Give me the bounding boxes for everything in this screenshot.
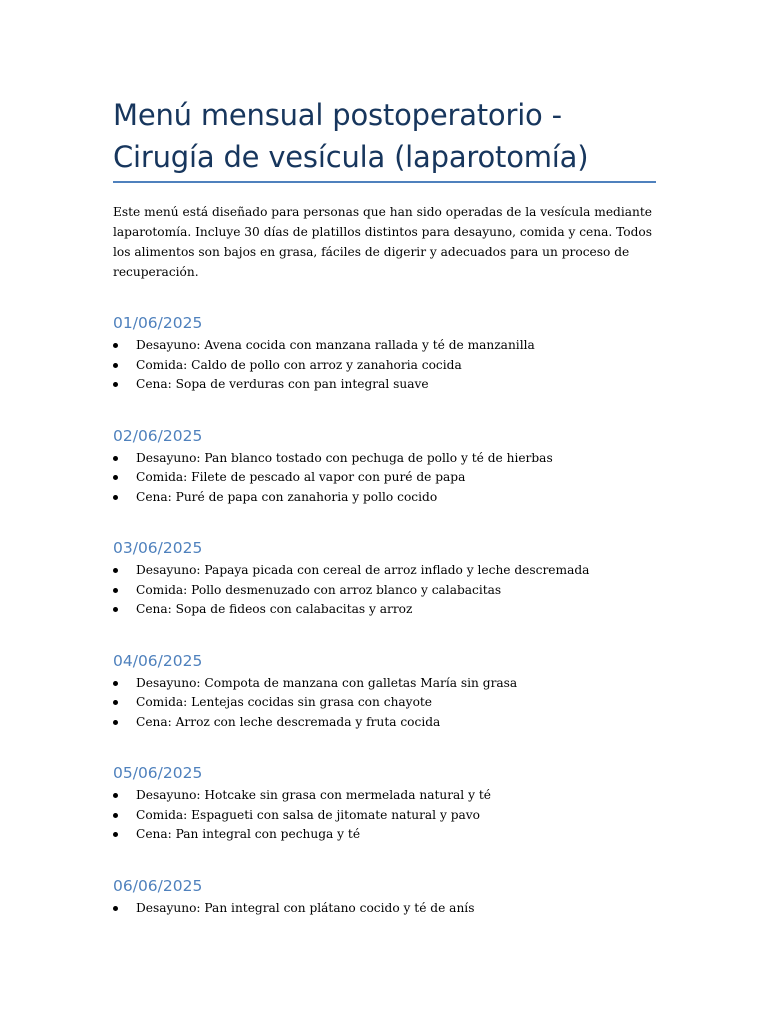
meal-text: Desayuno: Avena cocida con manzana rallada y té de manzanilla	[136, 338, 535, 352]
meal-text: Comida: Espagueti con salsa de jitomate natural y pavo	[136, 807, 480, 822]
meal-text: Desayuno: Compota de manzana con galletas María sin grasa	[136, 675, 518, 690]
meal-text: Comida: Caldo de pollo con arroz y zanahoria cocida	[136, 357, 462, 372]
meal-text: Cena: Sopa de verduras con pan integral suave	[136, 377, 429, 391]
meal-item	[113, 561, 656, 581]
bullet-icon	[113, 382, 118, 387]
meal-list	[113, 449, 656, 508]
day-date-heading: 04/06/2025	[113, 651, 203, 670]
bullet-icon	[113, 475, 118, 480]
day-date-heading: 03/06/2025	[113, 539, 203, 557]
meal-text: Desayuno: Pan blanco tostado con pechuga de pollo y té de hierbas	[136, 450, 553, 465]
bullet-icon	[113, 681, 118, 686]
meal-item	[113, 488, 656, 508]
meal-list	[113, 336, 656, 395]
meal-list	[113, 786, 656, 845]
bullet-icon	[113, 720, 118, 725]
meal-item	[113, 468, 656, 488]
meal-list	[113, 674, 656, 733]
meal-text: Cena: Puré de papa con zanahoria y pollo cocido	[136, 489, 438, 504]
meal-item	[113, 713, 656, 733]
bullet-icon	[113, 700, 118, 705]
title-divider	[113, 181, 656, 183]
meal-list	[113, 899, 656, 919]
meal-item	[113, 356, 656, 376]
bullet-icon	[113, 495, 118, 500]
day-date-heading: 05/06/2025	[113, 764, 203, 782]
meal-item	[113, 825, 656, 845]
day-date-heading: 06/06/2025	[113, 876, 203, 895]
day-date-heading: 02/06/2025	[113, 426, 203, 445]
bullet-icon	[113, 793, 118, 798]
bullet-icon	[113, 343, 118, 348]
bullet-icon	[113, 456, 118, 461]
document-title: Menú mensual postoperatorio - Cirugía de vesícula (laparotomía)	[113, 98, 589, 174]
meal-item	[113, 674, 656, 694]
day-section	[113, 426, 656, 508]
day-section	[113, 538, 656, 620]
day-date-heading: 01/06/2025	[113, 314, 203, 332]
day-section	[113, 763, 656, 845]
bullet-icon	[113, 906, 118, 911]
bullet-icon	[113, 832, 118, 837]
meal-text: Cena: Arroz con leche descremada y fruta cocida	[136, 714, 441, 729]
day-section	[113, 313, 656, 395]
intro-paragraph: Este menú está diseñado para personas que han sido operadas de la vesícula mediante laparotomía. Incluye 30 días de platillos distintos para desayuno, comida y cena. Todos los alimentos son bajos en grasa, fáciles de digerir y adecuados para un proceso de recuperación.	[113, 205, 653, 279]
meal-text: Comida: Lentejas cocidas sin grasa con chayote	[136, 695, 433, 709]
meal-item	[113, 581, 656, 601]
meal-text: Desayuno: Hotcake sin grasa con mermelada natural y té	[136, 788, 491, 802]
day-section	[113, 651, 656, 733]
bullet-icon	[113, 568, 118, 573]
meal-text: Desayuno: Papaya picada con cereal de arroz inflado y leche descremada	[136, 563, 590, 577]
bullet-icon	[113, 363, 118, 368]
day-list	[113, 313, 656, 918]
bullet-icon	[113, 607, 118, 612]
meal-text: Comida: Pollo desmenuzado con arroz blanco y calabacitas	[136, 582, 502, 597]
meal-item	[113, 449, 656, 469]
meal-item	[113, 786, 656, 806]
meal-item	[113, 693, 656, 713]
meal-text: Comida: Filete de pescado al vapor con puré de papa	[136, 470, 466, 484]
meal-item	[113, 600, 656, 620]
meal-item	[113, 375, 656, 395]
meal-text: Cena: Sopa de fideos con calabacitas y arroz	[136, 602, 413, 616]
meal-text: Cena: Pan integral con pechuga y té	[136, 827, 361, 841]
meal-text: Desayuno: Pan integral con plátano cocido y té de anís	[136, 900, 475, 915]
meal-list	[113, 561, 656, 620]
meal-item	[113, 899, 656, 919]
meal-item	[113, 336, 656, 356]
day-section	[113, 876, 656, 919]
document-page	[113, 94, 656, 918]
bullet-icon	[113, 813, 118, 818]
meal-item	[113, 806, 656, 826]
bullet-icon	[113, 588, 118, 593]
